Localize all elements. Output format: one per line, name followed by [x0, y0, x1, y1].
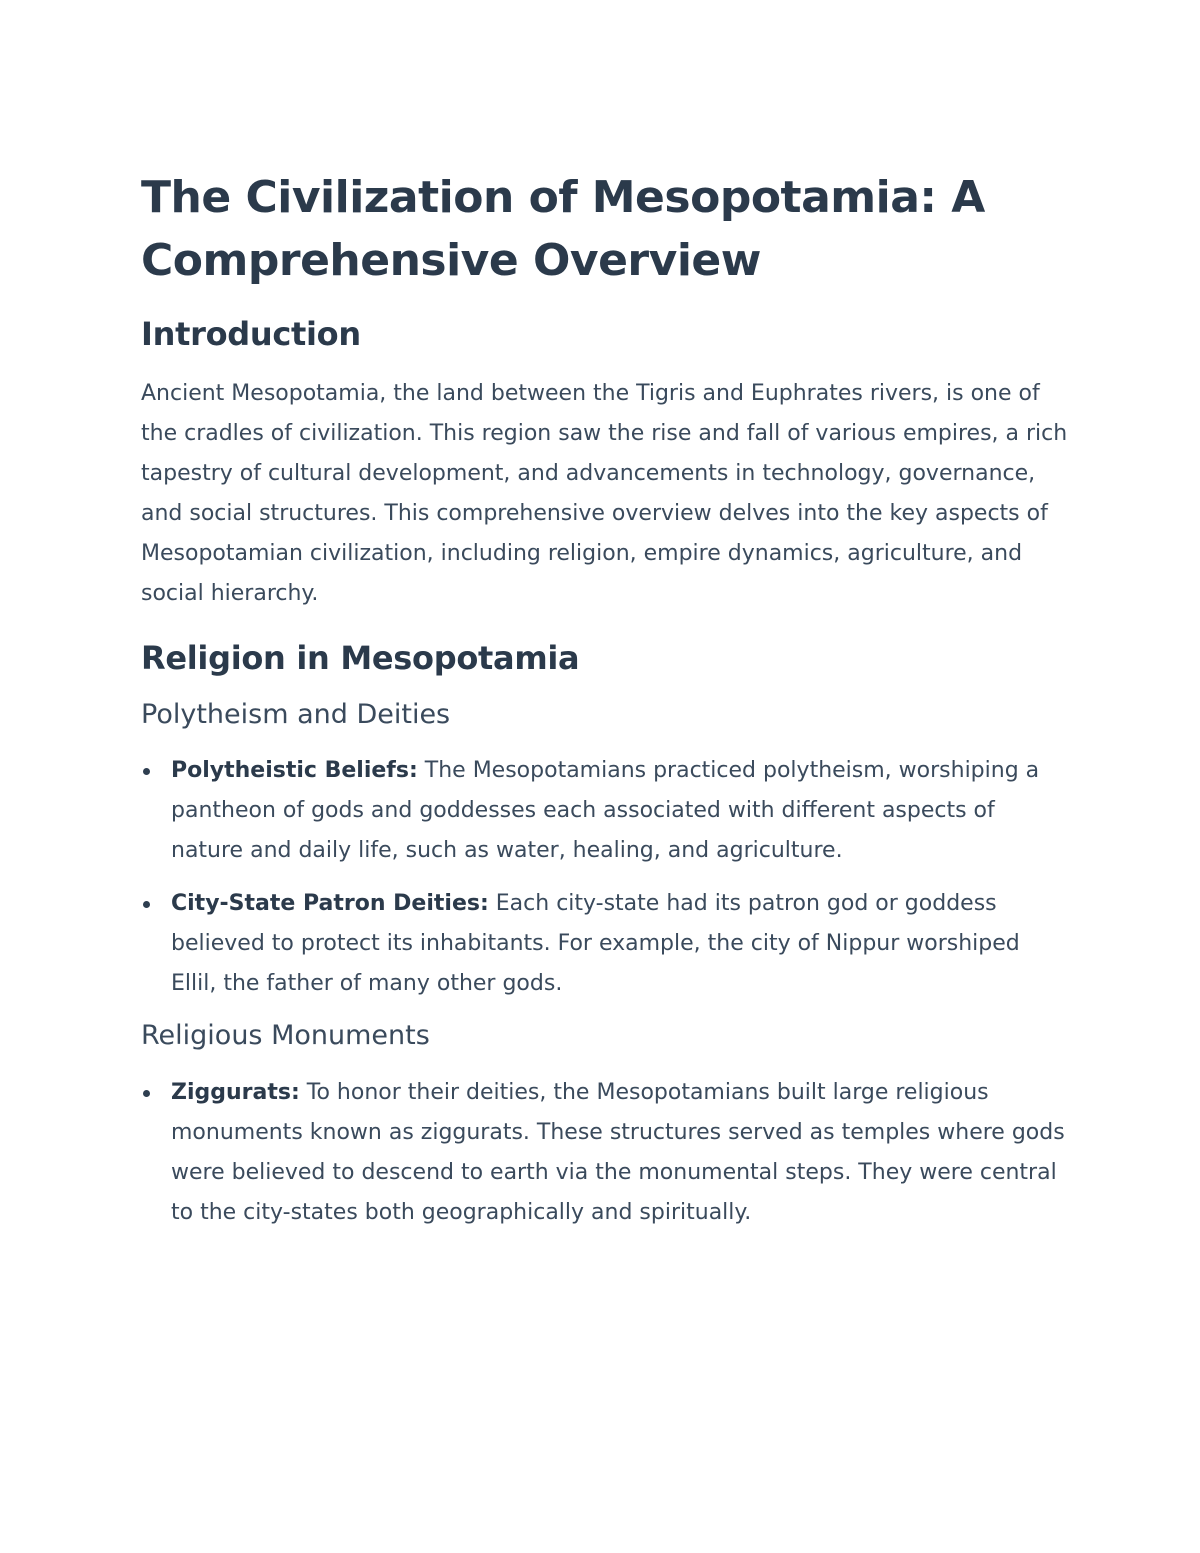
- bullet-icon: [143, 1090, 150, 1097]
- polytheism-heading: Polytheism and Deities: [141, 699, 451, 730]
- list-item: [141, 751, 1071, 871]
- bullet-icon: [143, 901, 150, 908]
- list-item-text: The Mesopotamians practiced polytheism, worshiping a pantheon of gods and goddesses each associated with different aspects of nature and daily life, such as water, healing, and agriculture.: [171, 758, 1040, 863]
- monuments-heading: Religious Monuments: [141, 1020, 430, 1051]
- list-item-term: Ziggurats: [171, 1080, 291, 1105]
- list-item-text: Each city-state had its patron god or goddess believed to protect its inhabitants. For example, the city of Nippur worshiped Ellil, the father of many other gods.: [171, 891, 1020, 996]
- list-item-term: City-State Patron Deities: [171, 891, 480, 916]
- introduction-heading: Introduction: [141, 315, 361, 353]
- document-title: The Civilization of Mesopotamia: A Comprehensive Overview: [141, 172, 985, 286]
- religion-heading: Religion in Mesopotamia: [141, 639, 580, 677]
- polytheism-list: [141, 751, 1071, 1004]
- list-item-colon: :: [479, 891, 489, 916]
- monuments-list: [141, 1073, 1071, 1233]
- list-item: [141, 884, 1071, 1004]
- list-item-text: To honor their deities, the Mesopotamians built large religious monuments known as ziggurats. These structures served as temples where gods were believed to descend to earth via the monumental steps. They were central to the city-states both geographically and spiritually.: [171, 1080, 1065, 1225]
- list-item-colon: :: [408, 758, 418, 783]
- list-item-term: Polytheistic Beliefs: [171, 758, 409, 783]
- bullet-icon: [143, 768, 150, 775]
- list-item-colon: :: [290, 1080, 300, 1105]
- introduction-paragraph: Ancient Mesopotamia, the land between the Tigris and Euphrates rivers, is one of the cradles of civilization. This region saw the rise and fall of various empires, a rich tapestry of cultural development, and advancements in technology, governance, and social structures. This comprehensive overview delves into the key aspects of Mesopotamian civilization, including religion, empire dynamics, agriculture, and social hierarchy.: [141, 381, 1068, 606]
- document-page: [141, 166, 1071, 1246]
- list-item: [141, 1073, 1071, 1233]
